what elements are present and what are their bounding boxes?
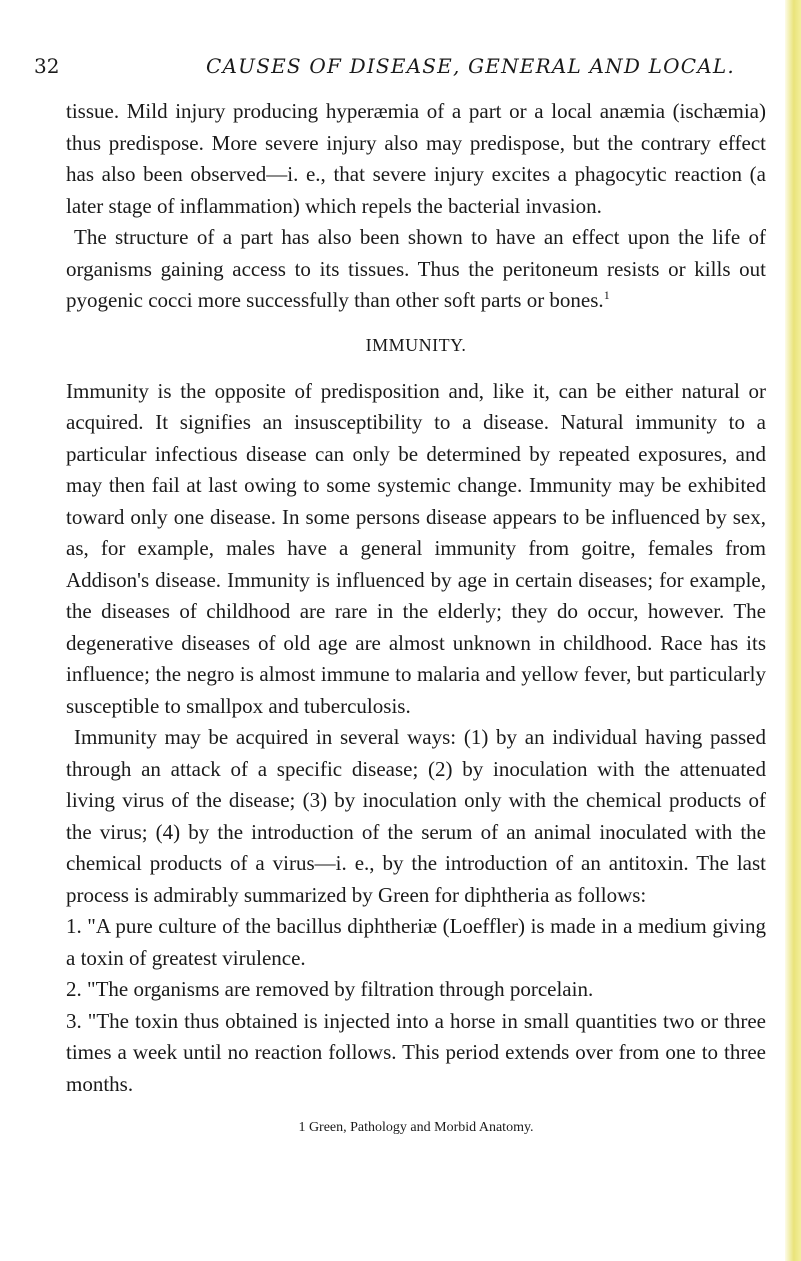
paragraph-structure [66, 222, 766, 317]
footnote-marker: 1 [603, 288, 610, 302]
page-header [34, 54, 766, 84]
list-item-1: 1. "A pure culture of the bacillus diphtheriæ (Loeffler) is made in a medium giving a toxin of greatest virulence. [66, 914, 766, 970]
paragraph-acquired: Immunity may be acquired in several ways: (1) by an individual having passed through an attack of a specific disease; (2) by inoculation with the attenuated living virus of the disease; (3) by inoculation only with the chemical products of the virus; (4) by the introduction of the serum of an animal inoculated with the chemical products of a virus—i. e., by the introduction of an antitoxin. The last process is admirably summarized by Green for diphtheria as follows: [66, 725, 766, 907]
running-head: CAUSES OF DISEASE, GENERAL AND LOCAL. [206, 54, 735, 78]
page-number: 32 [34, 54, 60, 78]
list-item-2: 2. "The organisms are removed by filtration through porcelain. [66, 977, 594, 1001]
paragraph-tissue: tissue. Mild injury producing hyperæmia of a part or a local anæmia (ischæmia) thus predispose. More severe injury also may predispose, but the contrary effect has also been observed—i. e., that severe injury excites a phagocytic reaction (a later stage of inflammation) which repels the bacterial invasion. [66, 99, 766, 218]
book-page [34, 54, 766, 1136]
list-item-3: 3. "The toxin thus obtained is injected into a horse in small quantities two or three times a week until no reaction follows. This period extends over from one to three months. [66, 1008, 766, 1096]
footnote: 1 Green, Pathology and Morbid Anatomy. [298, 1120, 534, 1135]
section-heading-immunity: IMMUNITY. [365, 334, 467, 355]
page-edge [785, 0, 801, 1261]
paragraph-structure-text: The structure of a part has also been shown to have an effect upon the life of organisms gaining access to its tissues. Thus the peritoneum resists or kills out pyogenic cocci more successfully than other soft parts or bones. [66, 225, 766, 312]
paragraph-immunity: Immunity is the opposite of predisposition and, like it, can be either natural or acquired. It signifies an insusceptibility to a disease. Natural immunity to a particular infectious disease can only be determined by repeated exposures, and may then fail at last owing to some systemic change. Immunity may be exhibited toward only one disease. In some persons disease appears to be influenced by sex, as, for example, males have a general immunity from goitre, females from Addison's disease. Immunity is influenced by age in certain diseases; for example, the diseases of childhood are rare in the elderly; they do occur, however. The degenerative diseases of old age are almost unknown in childhood. Race has its influence; the negro is almost immune to malaria and yellow fever, but particularly susceptible to smallpox and tuberculosis. [66, 378, 766, 718]
